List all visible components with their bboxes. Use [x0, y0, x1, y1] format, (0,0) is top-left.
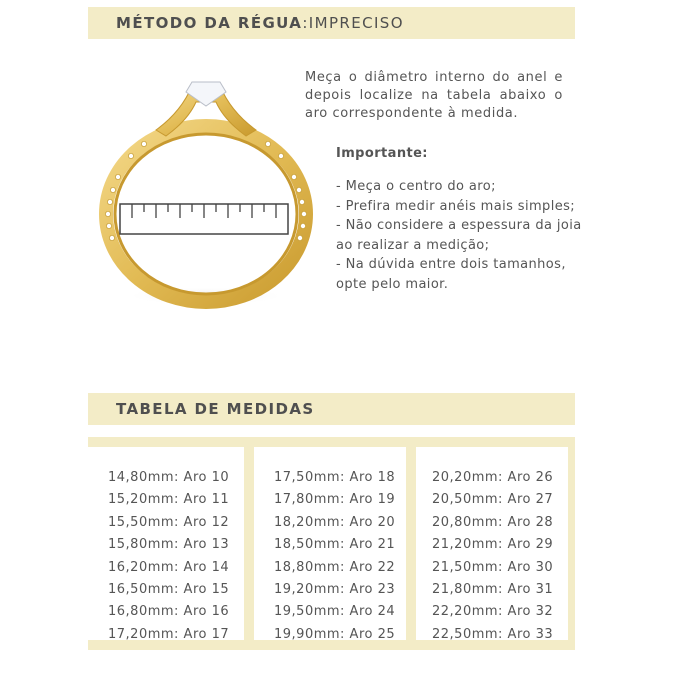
size-entry: 19,20mm: Aro 23	[274, 582, 396, 598]
size-entry: 21,50mm: Aro 30	[432, 559, 554, 575]
size-entry: 16,20mm: Aro 14	[108, 559, 230, 575]
size-entry: 15,50mm: Aro 12	[108, 514, 230, 530]
size-entry: 15,20mm: Aro 11	[108, 492, 230, 508]
section-header-size-table	[88, 393, 575, 425]
size-entry: 22,20mm: Aro 32	[432, 604, 554, 620]
size-entry: 18,20mm: Aro 20	[274, 514, 396, 530]
header-title-light: IMPRECISO	[308, 14, 404, 32]
size-entry: 19,90mm: Aro 25	[274, 626, 396, 642]
intro-text: Meça o diâmetro interno do anel e depois localize na tabela abaixo o aro correspondente à medida.	[305, 70, 563, 121]
header-title-sep: :	[302, 14, 309, 32]
size-entry: 17,50mm: Aro 18	[274, 470, 396, 485]
size-entry: 18,50mm: Aro 21	[274, 537, 396, 553]
size-entry: 17,80mm: Aro 19	[274, 492, 396, 508]
table-title: TABELA DE MEDIDAS	[116, 400, 315, 418]
size-table-column-2	[254, 447, 406, 640]
size-entry: 14,80mm: Aro 10	[108, 470, 230, 485]
tip-line: opte pelo maior.	[336, 276, 449, 292]
size-entry: 22,50mm: Aro 33	[432, 626, 554, 642]
size-entry: 20,20mm: Aro 26	[432, 470, 554, 485]
tip-line: ao realizar a medição;	[336, 237, 490, 253]
size-entry: 21,20mm: Aro 29	[432, 537, 554, 553]
ring-ruler-illustration	[96, 72, 316, 312]
size-entry: 16,80mm: Aro 16	[108, 604, 230, 620]
size-entry: 17,20mm: Aro 17	[108, 626, 230, 642]
size-table-column-3	[416, 447, 568, 640]
important-title: Importante:	[336, 146, 428, 161]
size-table	[88, 437, 575, 650]
size-entry: 18,80mm: Aro 22	[274, 559, 396, 575]
tip-line: - Prefira medir anéis mais simples;	[336, 198, 576, 214]
size-entry: 16,50mm: Aro 15	[108, 582, 230, 598]
size-entry: 20,50mm: Aro 27	[432, 492, 554, 508]
section-header-ruler-method	[88, 7, 575, 39]
header-title-bold: MÉTODO DA RÉGUA	[116, 14, 303, 32]
size-entry: 19,50mm: Aro 24	[274, 604, 396, 620]
size-entry: 15,80mm: Aro 13	[108, 537, 230, 553]
tip-line: - Na dúvida entre dois tamanhos,	[336, 257, 566, 273]
size-table-column-1	[88, 447, 244, 640]
tip-line: - Meça o centro do aro;	[336, 179, 496, 194]
tip-line: - Não considere a espessura da joia	[336, 218, 582, 234]
size-entry: 20,80mm: Aro 28	[432, 514, 554, 530]
important-tips	[336, 177, 582, 295]
size-entry: 21,80mm: Aro 31	[432, 582, 554, 598]
